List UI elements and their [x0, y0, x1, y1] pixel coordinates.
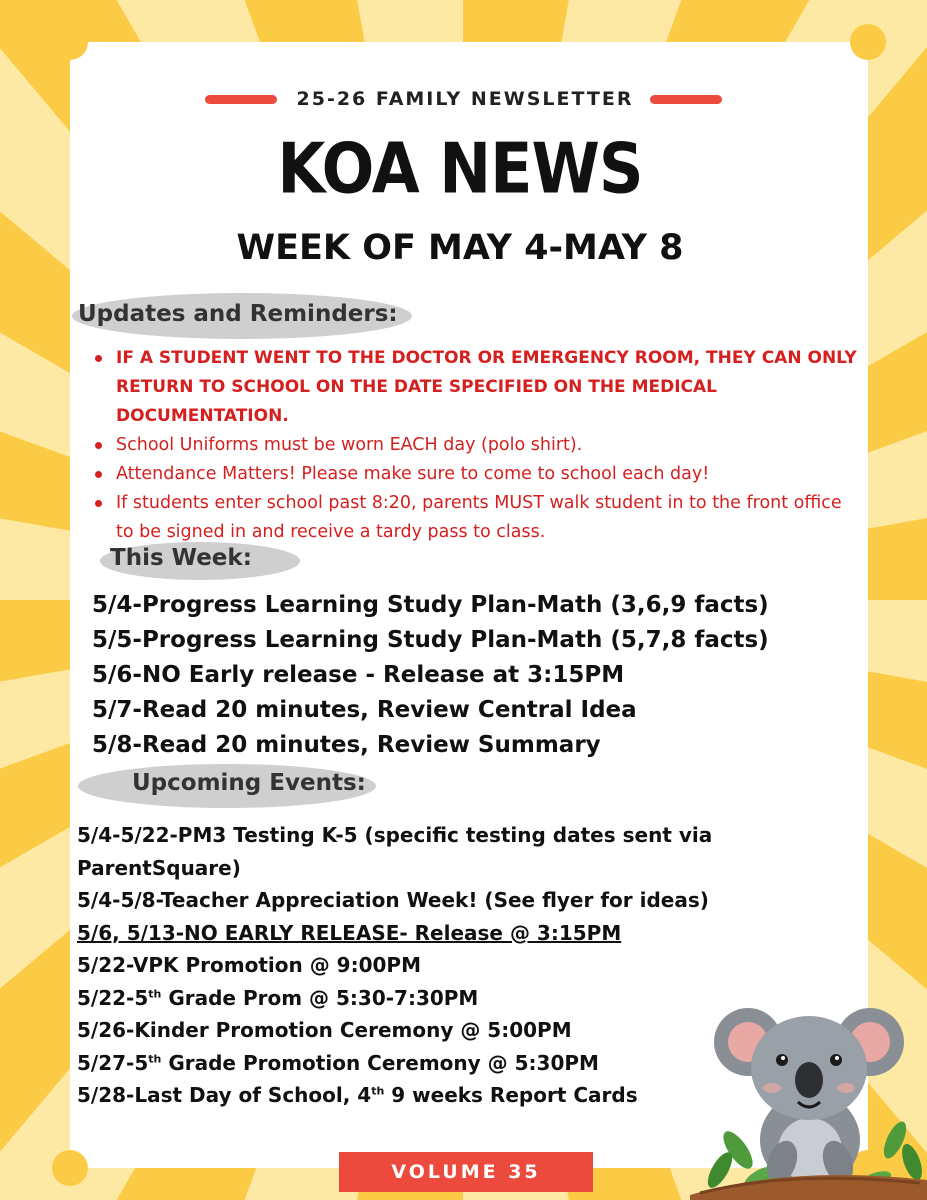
- event-item: 5/6, 5/13-NO EARLY RELEASE- Release @ 3:15PM: [77, 920, 622, 945]
- newsletter-kicker: 25-26 FAMILY NEWSLETTER: [296, 88, 634, 110]
- this-week-item: 5/8-Read 20 minutes, Review Summary: [92, 732, 601, 758]
- card-notch-top-right: [850, 24, 886, 60]
- reminder-item: IF A STUDENT WENT TO THE DOCTOR OR EMERGENCY ROOM, THEY CAN ONLY RETURN TO SCHOOL ON THE DATE SPECIFIED ON THE MEDICAL DOCUMENTATION.: [92, 344, 862, 431]
- ordinal-suffix: th: [148, 986, 162, 1000]
- card-notch-top-left: [52, 24, 88, 60]
- newsletter-title: KOA NEWS: [277, 127, 643, 210]
- koala-illustration: [690, 990, 927, 1200]
- reminders-list: [92, 344, 862, 547]
- kicker-divider-left: [205, 95, 277, 104]
- ordinal-suffix: th: [148, 1051, 162, 1065]
- card-notch-bottom-left: [52, 1150, 88, 1186]
- this-week-item: 5/4-Progress Learning Study Plan-Math (3,6,9 facts): [92, 592, 769, 618]
- event-text: Grade Prom @ 5:30-7:30PM: [161, 985, 479, 1010]
- event-text: Grade Promotion Ceremony @ 5:30PM: [161, 1050, 599, 1075]
- this-week-item: 5/6-NO Early release - Release at 3:15PM: [92, 662, 625, 688]
- event-item: 5/22-VPK Promotion @ 9:00PM: [77, 953, 421, 977]
- volume-badge: VOLUME 35: [339, 1152, 593, 1192]
- reminder-item: Attendance Matters! Please make sure to come to school each day!: [92, 460, 862, 489]
- reminder-item: School Uniforms must be worn EACH day (polo shirt).: [92, 431, 862, 460]
- event-text: 5/28-Last Day of School, 4: [77, 1083, 372, 1107]
- event-text: 5/27-5: [77, 1050, 149, 1075]
- week-subtitle: WEEK OF MAY 4-MAY 8: [236, 228, 684, 268]
- upcoming-heading: Upcoming Events:: [132, 770, 366, 796]
- ordinal-suffix: th: [371, 1084, 385, 1098]
- reminders-heading: Updates and Reminders:: [78, 301, 398, 327]
- this-week-heading: This Week:: [110, 545, 252, 571]
- this-week-list: [92, 588, 852, 763]
- reminder-item: If students enter school past 8:20, parents MUST walk student in to the front office to be signed in and receive a tardy pass to class.: [92, 489, 862, 547]
- event-item: 5/26-Kinder Promotion Ceremony @ 5:00PM: [77, 1018, 572, 1042]
- this-week-item: 5/7-Read 20 minutes, Review Central Idea: [92, 697, 637, 723]
- event-text: 9 weeks Report Cards: [384, 1083, 638, 1107]
- kicker-divider-right: [650, 95, 722, 104]
- event-text: 5/22-5: [77, 985, 149, 1010]
- event-item: 5/4-5/22-PM3 Testing K-5 (specific testing dates sent via ParentSquare): [77, 823, 713, 880]
- this-week-item: 5/5-Progress Learning Study Plan-Math (5,7,8 facts): [92, 627, 769, 653]
- event-item: 5/4-5/8-Teacher Appreciation Week! (See flyer for ideas): [77, 888, 709, 912]
